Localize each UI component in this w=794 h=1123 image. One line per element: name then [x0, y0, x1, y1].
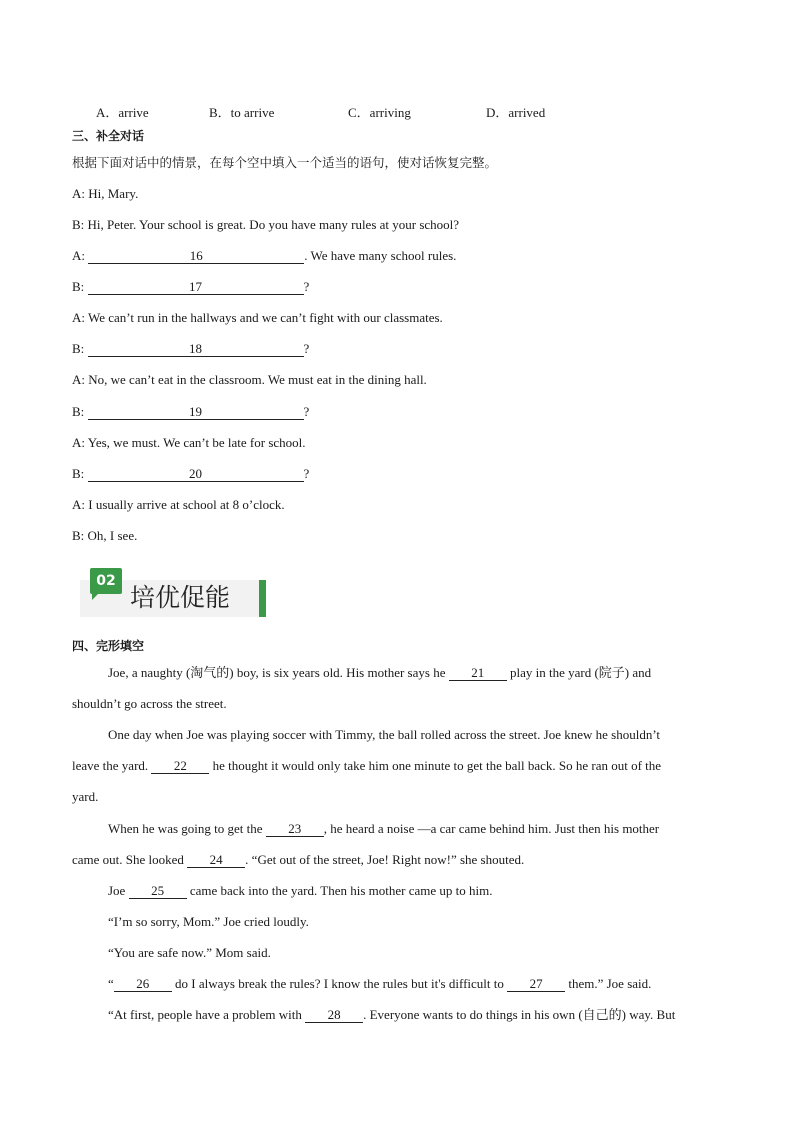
badge-tail [92, 594, 104, 600]
dialogue-line: B: 18 ? [72, 341, 310, 356]
section-banner [80, 566, 266, 618]
blank-18[interactable]: 18 [88, 342, 304, 357]
passage-line: When he was going to get the 23 , he heard a noise —a car came behind him. Just then his mother [108, 821, 660, 836]
dialogue-line: B: Hi, Peter. Your school is great. Do you have many rules at your school? [72, 217, 460, 232]
banner-number-badge: 02 [90, 568, 122, 594]
option-a[interactable]: A．arrive [96, 105, 149, 120]
blank-16[interactable]: 16 [88, 249, 304, 264]
blank-19[interactable]: 19 [88, 405, 304, 420]
blank-25[interactable]: 25 [129, 884, 187, 899]
option-c[interactable]: C．arriving [348, 105, 411, 120]
banner-accent-bar [259, 580, 266, 617]
dialogue-line: A: 16 . We have many school rules. [72, 248, 457, 263]
blank-21[interactable]: 21 [449, 666, 507, 681]
passage-line: “I’m so sorry, Mom.” Joe cried loudly. [108, 914, 309, 929]
blank-27[interactable]: 27 [507, 977, 565, 992]
dialogue-line: A: We can’t run in the hallways and we can’t fight with our classmates. [72, 310, 443, 325]
blank-24[interactable]: 24 [187, 853, 245, 868]
dialogue-line: B: 17 ? [72, 279, 310, 294]
dialogue-line: B: 20 ? [72, 466, 310, 481]
blank-26[interactable]: 26 [114, 977, 172, 992]
dialogue-line: A: Yes, we must. We can’t be late for school. [72, 435, 306, 450]
passage-line: Joe 25 came back into the yard. Then his mother came up to him. [108, 883, 493, 898]
dialogue-line: A: Hi, Mary. [72, 186, 139, 201]
passage-line: shouldn’t go across the street. [72, 696, 227, 711]
dialogue-line: A: No, we can’t eat in the classroom. We must eat in the dining hall. [72, 372, 427, 387]
passage-line: “You are safe now.” Mom said. [108, 945, 271, 960]
blank-23[interactable]: 23 [266, 822, 324, 837]
dialogue-line: B: 19 ? [72, 404, 310, 419]
blank-22[interactable]: 22 [151, 759, 209, 774]
passage-line: “ 26 do I always break the rules? I know the rules but it's difficult to 27 them.” Joe said. [108, 976, 652, 991]
blank-28[interactable]: 28 [305, 1008, 363, 1023]
section-3-heading: 三、补全对话 [72, 129, 145, 143]
passage-line: came out. She looked 24 . “Get out of the street, Joe! Right now!” she shouted. [72, 852, 525, 867]
passage-line: yard. [72, 789, 99, 804]
section-3-instruction: 根据下面对话中的情景，在每个空中填入一个适当的语句，使对话恢复完整。 [72, 155, 498, 170]
passage-line: One day when Joe was playing soccer with Timmy, the ball rolled across the street. Joe knew he shouldn’t [108, 727, 661, 742]
section-4-heading: 四、完形填空 [72, 639, 145, 653]
blank-17[interactable]: 17 [88, 280, 304, 295]
passage-line: Joe, a naughty (淘气的) boy, is six years old. His mother says he 21 play in the yard (院子) and [108, 665, 652, 680]
passage-line: leave the yard. 22 he thought it would only take him one minute to get the ball back. So he ran out of the [72, 758, 662, 773]
option-b[interactable]: B．to arrive [209, 105, 275, 120]
banner-title: 培优促能 [130, 583, 231, 612]
option-d[interactable]: D．arrived [486, 105, 546, 120]
dialogue-line: A: I usually arrive at school at 8 o’clock. [72, 497, 285, 512]
answer-options [96, 102, 576, 118]
dialogue-line: B: Oh, I see. [72, 528, 138, 543]
passage-line: “At first, people have a problem with 28 . Everyone wants to do things in his own (自己的) way. But [108, 1007, 676, 1022]
blank-20[interactable]: 20 [88, 467, 304, 482]
